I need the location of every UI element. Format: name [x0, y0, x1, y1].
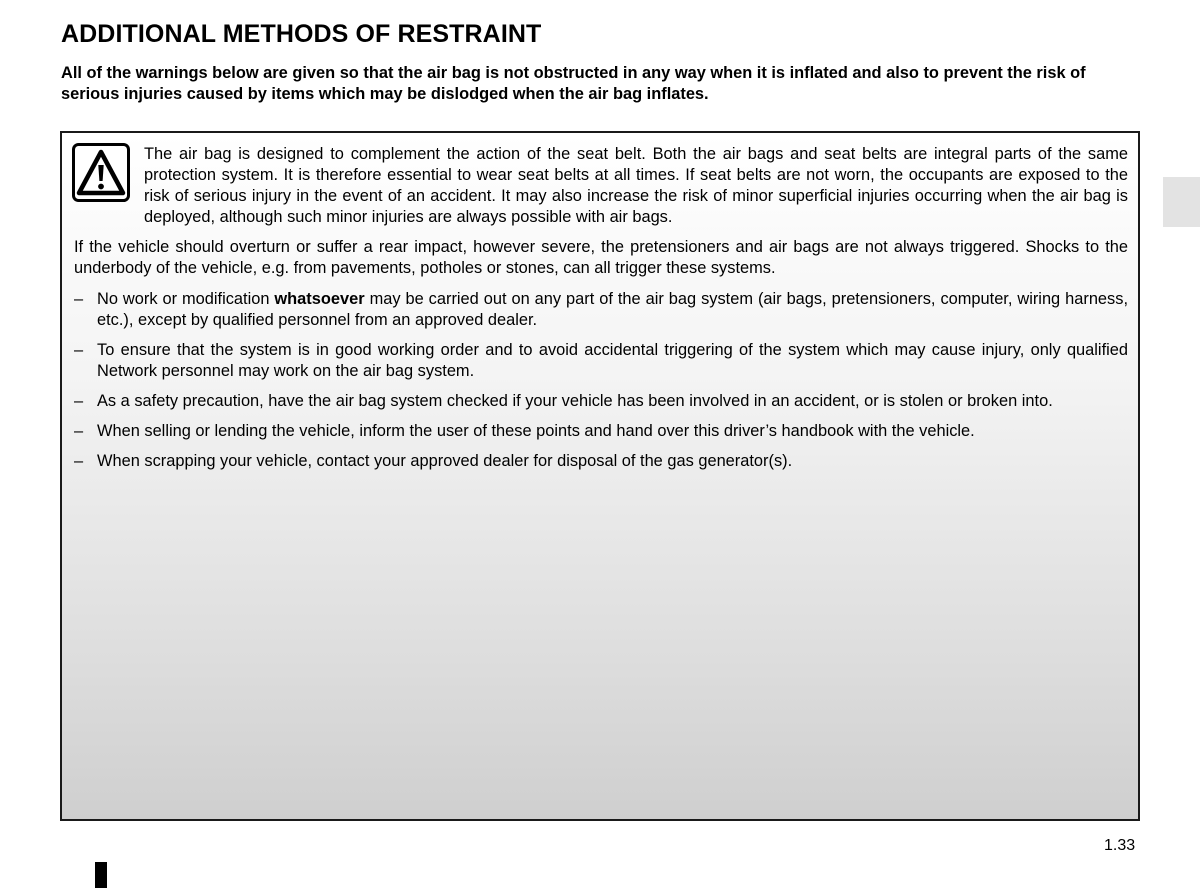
section-tab: [1163, 177, 1200, 227]
list-item: [74, 451, 1128, 472]
list-item: [74, 340, 1128, 382]
list-item: [74, 421, 1128, 442]
corner-mark: [95, 862, 107, 888]
list-dash: –: [74, 290, 84, 308]
list-text: When selling or lending the vehicle, inform the user of these points and hand over this driver’s handbook with the vehicle.: [97, 422, 975, 440]
intro-paragraph: All of the warnings below are given so that the air bag is not obstructed in any way when it is inflated and also to prevent the risk of serious injuries caused by items which may be dislodged when the air bag inflates.: [61, 64, 1086, 103]
list-text: No work or modification: [97, 290, 275, 308]
list-text: As a safety precaution, have the air bag system checked if your vehicle has been involved in an accident, or is stolen or broken into.: [97, 392, 1053, 410]
list-item: [74, 289, 1128, 331]
warning-trigger-text: If the vehicle should overturn or suffer a rear impact, however severe, the pretensioners and air bags are not always triggered. Shocks to the underbody of the vehicle, e.g. from pavements, potholes or stones, can all trigger these systems.: [74, 238, 1128, 277]
list-item: [74, 391, 1128, 412]
list-emphasis: whatsoever: [274, 290, 365, 308]
list-dash: –: [74, 341, 84, 359]
list-dash: –: [74, 422, 84, 440]
warning-intro-text: The air bag is designed to complement the action of the seat belt. Both the air bags and seat belts are integral parts of the same protection system. It is therefore essential to wear seat belts at all times. If seat belts are not worn, the occupants are exposed to the risk of serious injury in the event of an accident. It may also increase the risk of minor superficial injuries occurring when the air bag is deployed, although such minor injuries are always possible with air bags.: [144, 145, 1128, 226]
warning-list: [74, 289, 1128, 481]
list-dash: –: [74, 392, 84, 410]
list-text: When scrapping your vehicle, contact your approved dealer for disposal of the gas generator(s).: [97, 452, 793, 470]
list-text: To ensure that the system is in good working order and to avoid accidental triggering of the system which may cause injury, only qualified Network personnel may work on the air bag system.: [97, 341, 1128, 380]
warning-triangle-icon: [72, 143, 130, 202]
warning-box: [60, 131, 1140, 821]
page-number: 1.33: [1104, 837, 1136, 854]
list-text: may be carried out on any part of the air bag system (air bags, pretensioners, computer, wiring harness, etc.), except by qualified personnel from an approved dealer.: [97, 290, 1128, 329]
page-title: ADDITIONAL METHODS OF RESTRAINT: [61, 20, 542, 48]
list-dash: –: [74, 452, 84, 470]
